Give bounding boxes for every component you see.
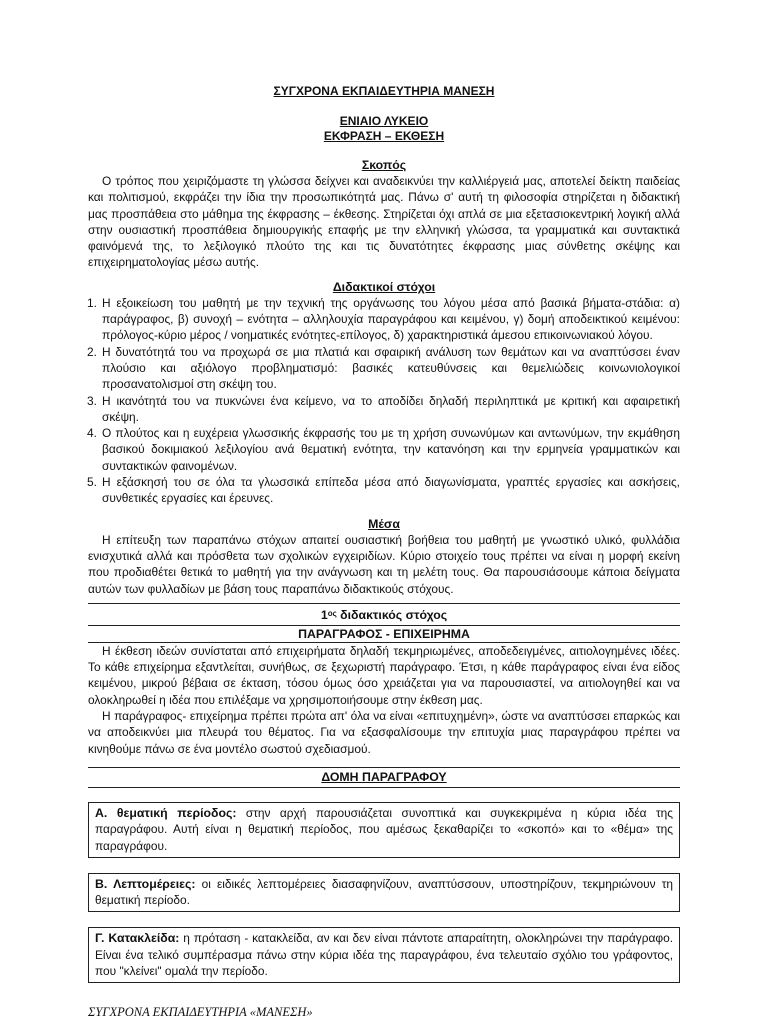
school-title: ΣΥΓΧΡΟΝΑ ΕΚΠΑΙΔΕΥΤΗΡΙΑ ΜΑΝΕΣΗ <box>273 84 495 98</box>
section1-paragraph-2: Η παράγραφος- επιχείρημα πρέπει πρώτα απ' όλα να είναι «επιτυχημένη», ώστε να αναπτύσσει επαρκώς και να αποδεικνύει μια πλευρά του θέματος. Για να εξασφαλίσουμε την επιτυχία μιας παραγράφου πρέπει να κινηθούμε πάνω σε ένα μοντέλο σωστού σχεδιασμού. <box>88 709 680 756</box>
level-title: ΕΝΙΑΙΟ ΛΥΚΕΙΟ <box>339 114 429 128</box>
page-footer: ΣΥΓΧΡΟΝΑ ΕΚΠΑΙΔΕΥΤΗΡΙΑ «ΜΑΝΕΣΗ» <box>88 1005 313 1019</box>
goal-text: Η ικανότητά του να πυκνώνει ένα κείμενο, να το αποδίδει δηλαδή περιληπτικά με κριτική και αφαιρετική σκέψη. <box>102 393 680 424</box>
subject-title: ΕΚΦΡΑΣΗ – ΕΚΘΕΣΗ <box>323 129 445 143</box>
goal-number: 4. <box>87 426 97 441</box>
box-b-label: Β. Λεπτομέρειες: <box>95 876 196 891</box>
structure-rule-bottom <box>88 787 680 788</box>
goal-number: 2. <box>87 344 97 359</box>
structure-rule-top <box>88 767 680 768</box>
goal-item <box>88 425 680 474</box>
section1-paragraph-1: Η έκθεση ιδεών συνίσταται από επιχειρήματα δηλαδή τεκμηριωμένες, αποδεδειγμένες, αιτιολογημένες ιδέες. Το κάθε επιχείρημα εξαντλείται, συνήθως, σε ξεχωριστή παράγραφο. Έτσι, η κάθε παράγραφος είναι ένα είδος κειμένου, μικρού βέβαια σε έκταση, τόσου όμως όσο χρειάζεται για να παρουσιαστεί, να αιτιολογηθεί και να ολοκληρωθεί η ιδέα που επιλέξαμε να χρησιμοποιήσουμε στην έκθεση μας. <box>88 643 680 707</box>
document-content <box>88 84 680 983</box>
goal-item <box>88 295 680 344</box>
goal-item <box>88 344 680 393</box>
structure-box-c <box>88 927 680 983</box>
section1-number: 1 <box>320 607 328 622</box>
structure-title: ΔΟΜΗ ΠΑΡΑΓΡΑΦΟΥ <box>321 769 447 784</box>
purpose-paragraph: Ο τρόπος που χειριζόμαστε τη γλώσσα δείχνει και αναδεικνύει την καλλιέργειά μας, αποτελεί δείκτη παιδείας και πολιτισμού, εκφράζει την ίδια την προσωπικότητά μας. Πάνω σ' αυτή τη φιλοσοφία στηρίζεται η διδακτική μας προσπάθεια στο μάθημα της έκφρασης – έκθεσης. Στηρίζεται όχι απλά σε μια εξετασιοκεντρική λογική αλλά στην ουσιαστική προσπάθεια δημιουργικής επαφής με την ελληνική γλώσσα, τα γραμματικά και συντακτικά φαινόμενά της, το λεξιλογικό πλούτο της και τις δυνατότητες έκφρασης μιας σύνθετης σκέψης και επιχειρηματολογίας μέσω αυτής. <box>88 174 680 270</box>
box-c-text: η πρόταση - κατακλείδα, αν και δεν είναι πάντοτε απαραίτητη, ολοκληρώνει την παράγραφο. Είναι ένα τελικό συμπέρασμα πάνω στην κύρια ιδέα της παραγράφου, ένα τελευταίο σχόλιο του γράφοντος, που "κλείνει" ομαλά την περίοδο. <box>95 931 673 978</box>
box-b-text: οι ειδικές λεπτομέρειες διασαφηνίζουν, αναπτύσσουν, υποστηρίζουν, τεκμηριώνουν τη θεματική περίοδο. <box>95 876 674 908</box>
top-rule <box>88 603 680 604</box>
section1-block <box>88 603 680 643</box>
goal-text: Η εξάσκησή του σε όλα τα γλωσσικά επίπεδα μέσα από διαγωνίσματα, γραπτές εργασίες και ασκήσεις, συνθετικές εργασίες και έρευνες. <box>102 475 680 506</box>
means-paragraph: Η επίτευξη των παραπάνω στόχων απαιτεί ουσιαστική βοήθεια του μαθητή με γνωστικό υλικό, φυλλάδια ενισχυτικά αλλά και πρόσθετα των σχολικών εγχειριδίων. Κύριο στοιχείο τους πρέπει να είναι η μορφή εκείνη που προδιαθέτει θετικά το μαθητή για την ανάγνωση και τη μελέτη τους. Θα παρουσιάσουμε κάποια δείγματα αυτών των φυλλαδίων με βάση τους παραπάνω διδακτικούς στόχους. <box>88 532 680 596</box>
goal-item <box>88 393 680 426</box>
goal-number: 5. <box>87 475 97 490</box>
box-a-label: Α. θεματική περίοδος: <box>95 805 237 820</box>
means-heading: Μέσα <box>368 516 400 531</box>
box-c-label: Γ. Κατακλείδα: <box>95 931 180 946</box>
section1-title-text: διδακτικός στόχος <box>336 607 448 622</box>
goal-text: Η εξοικείωση του μαθητή με την τεχνική της οργάνωσης του λόγου μέσα από βασικά βήματα-στάδια: α) παράγραφος, β) συνοχή – ενότητα – αλληλουχία παραγράφου και κειμένου, γ) δομή αποδεικτικού κειμένου: πρόλογος-κύριο μέρος / νοηματικές ενότητες-επίλογος, δ) χαρακτηριστικά άμεσου επικοινωνιακού λόγου. <box>102 295 680 343</box>
goal-text: Ο πλούτος και η ευχέρεια γλωσσικής έκφρασής του με τη χρήση συνωνύμων και αντωνύμων, την εκμάθηση βασικού δοκιμιακού λεξιλογίου ανά θεματική ενότητα, την κατανόηση και την ερμηνεία γραμματικών και συντακτικών φαινομένων. <box>102 426 680 473</box>
box-a-text: στην αρχή παρουσιάζεται συνοπτικά και συγκεκριμένα η κύρια ιδέα της παραγράφου. Αυτή είναι η θεματική περίοδος, που αμέσως ξεκαθαρίζει το «σκοπό» και το «θέμα» της παραγράφου. <box>95 805 673 853</box>
goals-heading: Διδακτικοί στόχοι <box>332 279 436 294</box>
goal-text: Η δυνατότητά του να προχωρά σε μια πλατιά και σφαιρική ανάλυση των θεμάτων και να αναπτύσσει έναν πλούσιο και αξιόλογο προβληματισμό: βασικές κατευθύνσεις και θεμελιώδεις κοινωνιολογικοί προσανατολισμοί στη σκέψη του. <box>102 344 680 392</box>
purpose-heading: Σκοπός <box>361 158 407 172</box>
structure-block <box>88 767 680 788</box>
goal-number: 3. <box>87 393 97 408</box>
section1-title <box>88 608 680 623</box>
structure-box-a <box>88 802 680 858</box>
goal-number: 1. <box>87 295 97 310</box>
section1-ordinal: ος <box>327 608 337 618</box>
goal-item <box>88 474 680 507</box>
goals-list <box>88 295 680 507</box>
structure-box-b <box>88 873 680 913</box>
paragraph-argument-title: ΠΑΡΑΓΡΑΦΟΣ - ΕΠΙΧΕΙΡΗΜΑ <box>298 626 470 641</box>
